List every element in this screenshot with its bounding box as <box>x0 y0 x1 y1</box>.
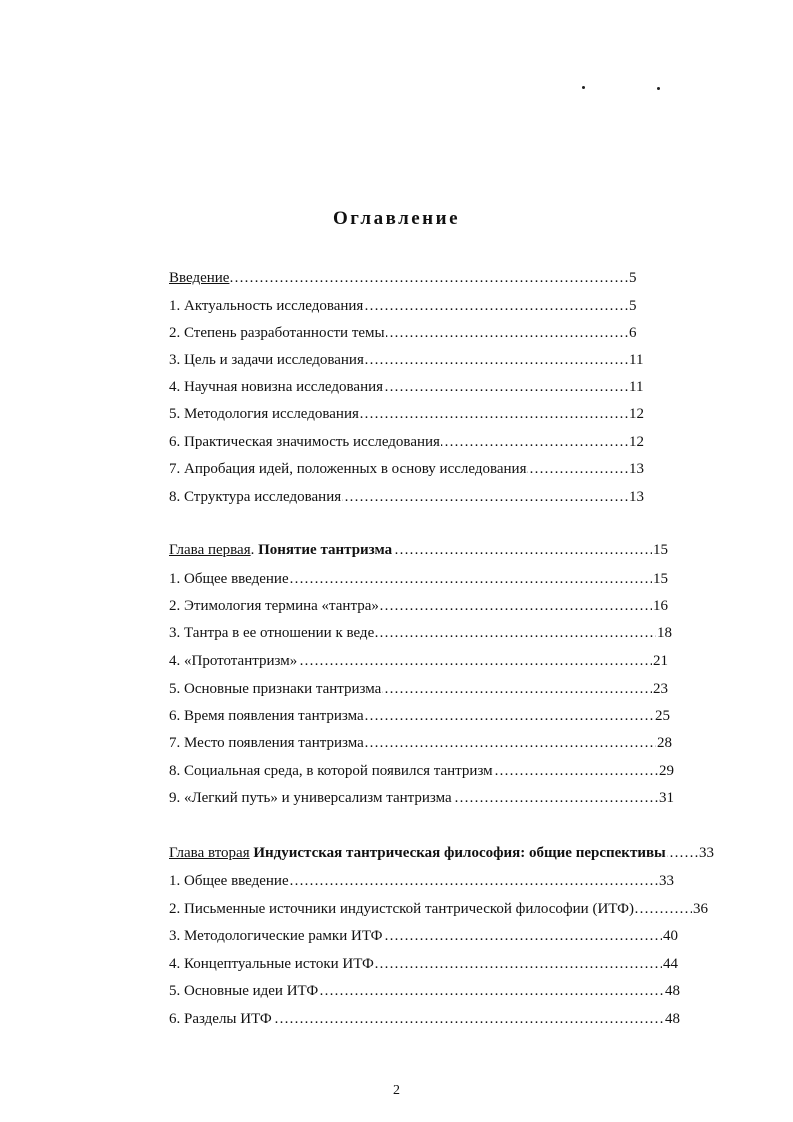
toc-item <box>169 871 695 891</box>
toc-item-page: 25 <box>654 706 691 726</box>
toc-item-text: 4. «Прототантризм» <box>169 653 298 669</box>
toc-item-text: 9. «Легкий путь» и универсализм тантризма <box>169 790 452 806</box>
toc-item <box>169 761 695 781</box>
toc-item <box>169 596 689 616</box>
toc-item-page: 23 <box>652 679 689 699</box>
intro-heading-page: 5 <box>628 268 665 288</box>
toc-item-text: 5. Основные идеи ИТФ <box>169 983 319 999</box>
toc-item-text: 2. Степень разработанности темы <box>169 325 385 341</box>
toc-item <box>169 404 665 424</box>
toc-item-page: 33 <box>658 871 695 891</box>
toc-item <box>169 788 695 808</box>
scan-speck <box>657 87 660 90</box>
page-title: Оглавление <box>332 208 461 229</box>
toc-intro-heading <box>169 268 665 288</box>
chapter1-label: Глава первая <box>169 542 251 558</box>
toc-item <box>169 1009 701 1029</box>
toc-item-text: 6. Практическая значимость исследования <box>169 434 440 450</box>
toc-item-text: 1. Актуальность исследования <box>169 298 364 314</box>
toc-chapter2-heading <box>169 843 735 863</box>
toc-item-page: 6 <box>628 323 665 343</box>
chapter1-title: Понятие тантризма <box>258 542 393 558</box>
toc-item-text: 5. Основные признаки тантризма <box>169 681 382 697</box>
toc-item-text: 8. Социальная среда, в которой появился тантризм <box>169 763 493 779</box>
chapter1-page: 15 <box>652 540 689 560</box>
toc-item-text: 3. Цель и задачи исследования <box>169 352 364 368</box>
toc-item <box>169 899 729 919</box>
chapter2-title: Индуистская тантрическая философия: общие перспективы <box>253 845 666 861</box>
chapter2-label: Глава вторая <box>169 845 250 861</box>
toc-item-page: 13 <box>628 459 665 479</box>
toc-item-page: 16 <box>652 596 689 616</box>
toc-item <box>169 706 691 726</box>
toc-item-page: 48 <box>664 981 701 1001</box>
chapter2-page: 33 <box>698 843 735 863</box>
toc-item-page: 40 <box>662 926 699 946</box>
toc-item-text: 1. Общее введение <box>169 873 289 889</box>
toc-item-page: 15 <box>652 569 689 589</box>
toc-item-text: 7. Место появления тантризма <box>169 735 364 751</box>
toc-item <box>169 926 699 946</box>
toc-item <box>169 954 699 974</box>
toc-item-page: 18 <box>656 623 693 643</box>
toc-item-page: 13 <box>628 487 665 507</box>
toc-item-text: 3. Тантра в ее отношении к веде <box>169 625 375 641</box>
toc-item <box>169 981 701 1001</box>
toc-item-text: 6. Время появления тантризма <box>169 708 364 724</box>
chapter1-separator: . <box>250 542 255 558</box>
toc-item-page: 29 <box>658 761 695 781</box>
toc-item <box>169 323 665 343</box>
scan-speck <box>582 86 585 89</box>
toc-item-text: 1. Общее введение <box>169 571 289 587</box>
toc-item-text: 7. Апробация идей, положенных в основу исследования <box>169 461 527 477</box>
toc-item-text: 2. Этимология термина «тантра» <box>169 598 379 614</box>
toc-item-page: 36 <box>692 899 729 919</box>
toc-item-text: 8. Структура исследования <box>169 489 342 505</box>
toc-item-text: 4. Концептуальные истоки ИТФ <box>169 956 374 972</box>
toc-item-page: 28 <box>656 733 693 753</box>
toc-item <box>169 623 693 643</box>
toc-item-text: 3. Методологические рамки ИТФ <box>169 928 383 944</box>
toc-item-page: 21 <box>652 651 689 671</box>
toc-item-page: 31 <box>658 788 695 808</box>
toc-item <box>169 296 665 316</box>
toc-item <box>169 350 665 370</box>
toc-item-page: 44 <box>662 954 699 974</box>
toc-item <box>169 651 689 671</box>
toc-item <box>169 733 693 753</box>
toc-item <box>169 679 689 699</box>
toc-item <box>169 432 665 452</box>
toc-chapter1-heading <box>169 540 689 560</box>
page-number: 2 <box>393 1083 400 1098</box>
toc-item-text: 2. Письменные источники индуистской тантрической философии (ИТФ) <box>169 901 634 917</box>
toc-item <box>169 569 689 589</box>
toc-item-page: 12 <box>628 432 665 452</box>
toc-item-page: 12 <box>628 404 665 424</box>
toc-item-text: 6. Разделы ИТФ <box>169 1011 272 1027</box>
toc-item-page: 11 <box>628 350 665 370</box>
toc-item <box>169 377 665 397</box>
toc-item-text: 5. Методология исследования <box>169 406 359 422</box>
toc-item-page: 11 <box>628 377 665 397</box>
toc-item <box>169 487 665 507</box>
toc-item-text: 4. Научная новизна исследования <box>169 379 384 395</box>
intro-heading-text: Введение <box>169 270 230 286</box>
toc-item-page: 5 <box>628 296 665 316</box>
toc-item-page: 48 <box>664 1009 701 1029</box>
toc-item <box>169 459 665 479</box>
